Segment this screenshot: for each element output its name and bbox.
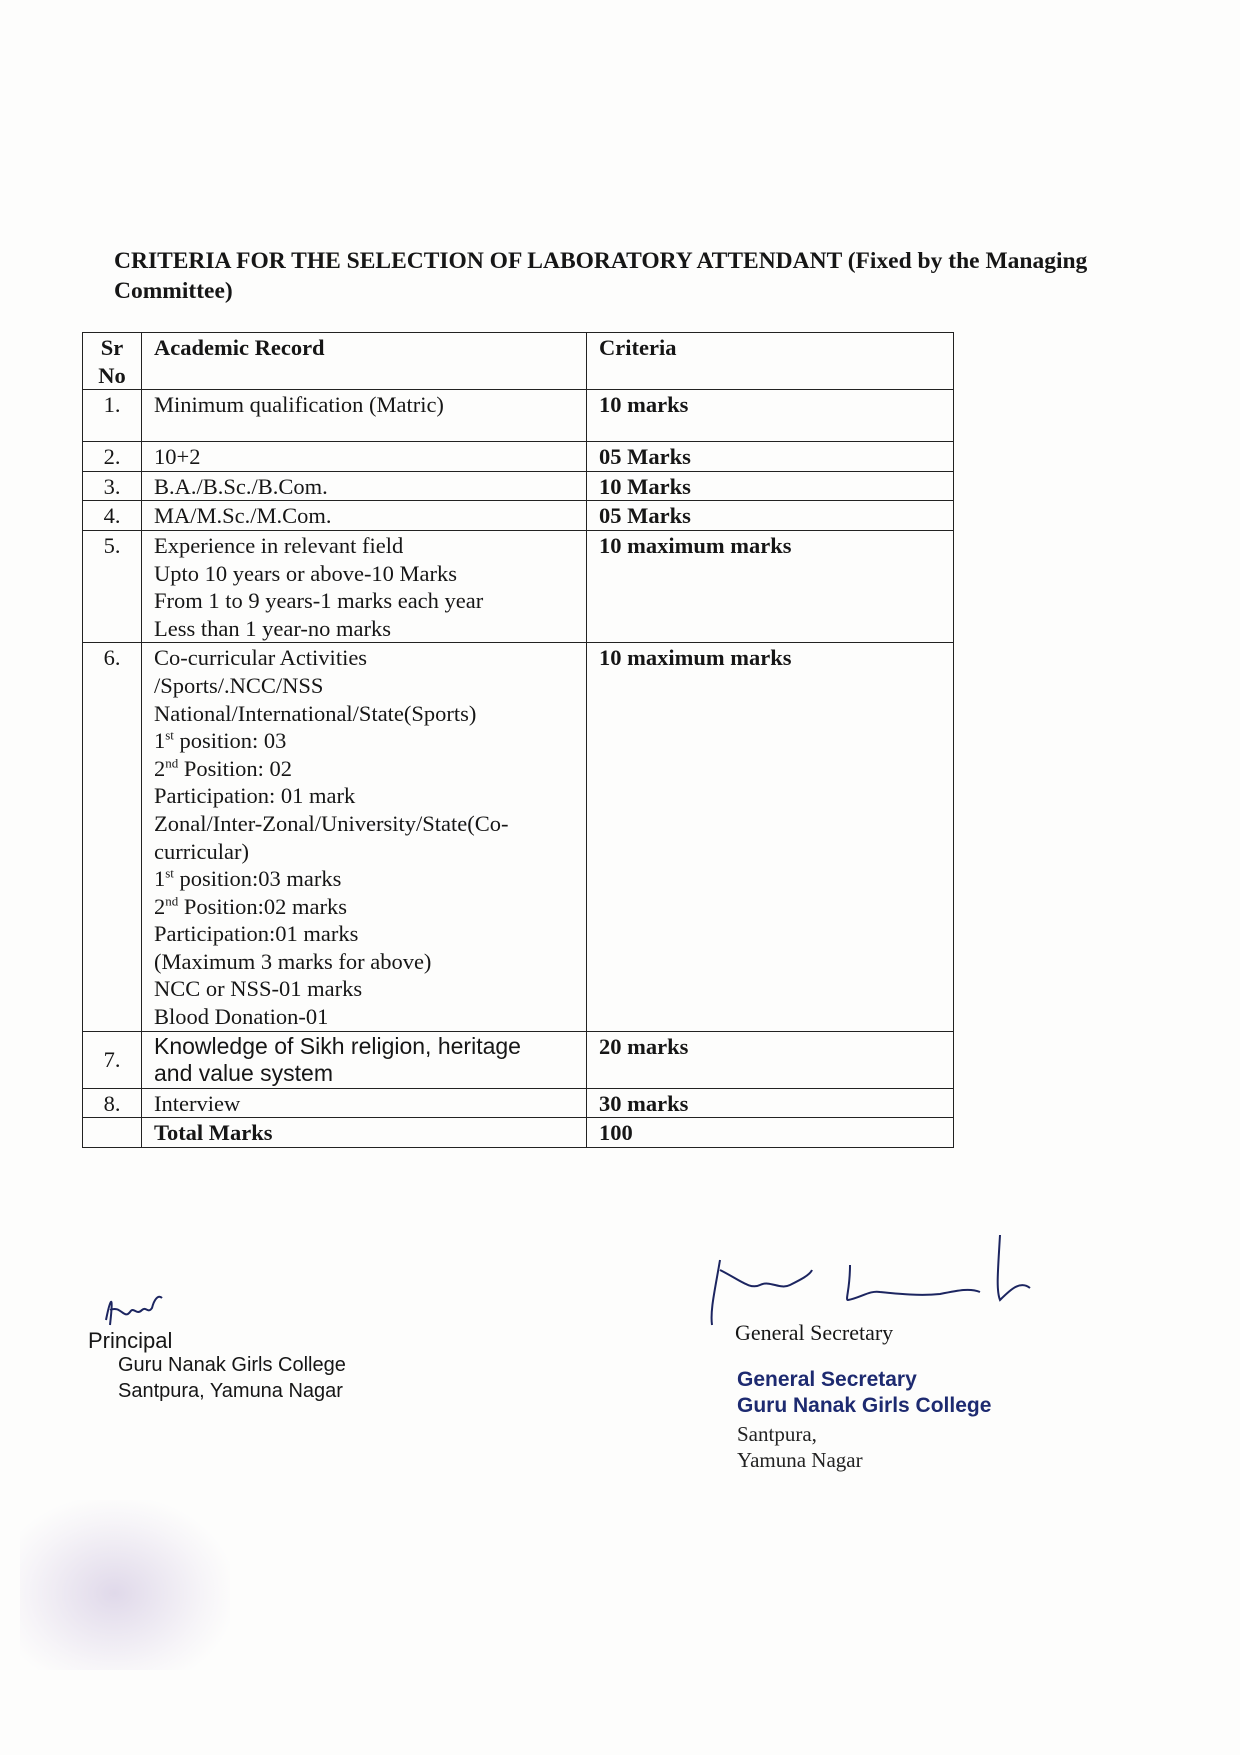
row-record (142, 530, 587, 642)
row-record (142, 1031, 587, 1088)
header-sr-no: Sr No (83, 333, 142, 390)
record-line: National/International/State(Sports) (154, 700, 477, 726)
record-line: Participation:01 marks (154, 921, 359, 947)
table-header-row (83, 333, 954, 390)
total-row (83, 1118, 954, 1148)
record-line: 1st position:03 marks (154, 865, 342, 892)
stamp-line: Guru Nanak Girls College (737, 1394, 992, 1417)
table-row (83, 471, 954, 501)
total-sr (83, 1118, 142, 1148)
ink-smudge (20, 1500, 230, 1670)
principal-place: Santpura, Yamuna Nagar (118, 1380, 343, 1402)
secretary-title: General Secretary (735, 1320, 894, 1345)
record-line: (Maximum 3 marks for above) (154, 948, 432, 974)
record-line: Experience in relevant field (154, 532, 404, 558)
row-record (142, 643, 587, 1031)
header-academic-record: Academic Record (142, 333, 587, 390)
document-title: CRITERIA FOR THE SELECTION OF LABORATORY ATTENDANT (Fixed by the Managing Committee) (114, 248, 1088, 304)
row-criteria: 05 Marks (587, 501, 954, 531)
table-row (83, 390, 954, 442)
record-line: Blood Donation-01 (154, 1004, 329, 1030)
record-line: Zonal/Inter-Zonal/University/State(Co- (154, 810, 509, 836)
total-label: Total Marks (142, 1118, 587, 1148)
row-record (142, 442, 587, 472)
record-line: Knowledge of Sikh religion, heritage (154, 1032, 521, 1059)
record-line: 1st position: 03 (154, 727, 287, 754)
row-sr: 7. (83, 1031, 142, 1088)
record-line: Interview (154, 1090, 241, 1116)
total-value: 100 (587, 1118, 954, 1148)
row-criteria: 10 maximum marks (587, 643, 954, 1031)
row-sr: 5. (83, 530, 142, 642)
table-row (83, 1088, 954, 1118)
row-sr: 4. (83, 501, 142, 531)
stamp-line: Santpura, (737, 1422, 817, 1446)
table-row (83, 643, 954, 1031)
stamp-line: General Secretary (737, 1368, 917, 1391)
table-row (83, 530, 954, 642)
row-sr: 6. (83, 643, 142, 1031)
row-sr: 8. (83, 1088, 142, 1118)
row-criteria: 10 Marks (587, 471, 954, 501)
record-line: curricular) (154, 838, 249, 864)
record-line: Less than 1 year-no marks (154, 615, 391, 641)
row-criteria: 05 Marks (587, 442, 954, 472)
principal-college: Guru Nanak Girls College (118, 1354, 346, 1376)
table-row (83, 501, 954, 531)
header-criteria: Criteria (587, 333, 954, 390)
stamp-line: Yamuna Nagar (737, 1448, 863, 1472)
criteria-table (82, 332, 954, 1148)
row-record (142, 1088, 587, 1118)
record-line: /Sports/.NCC/NSS (154, 672, 324, 698)
table-row (83, 1031, 954, 1088)
record-line: Participation: 01 mark (154, 783, 356, 809)
row-criteria: 30 marks (587, 1088, 954, 1118)
record-line: 2nd Position: 02 (154, 755, 293, 781)
row-sr: 1. (83, 390, 142, 442)
record-line: MA/M.Sc./M.Com. (154, 503, 332, 529)
principal-title: Principal (88, 1328, 173, 1353)
row-sr: 2. (83, 442, 142, 472)
row-criteria: 20 marks (587, 1031, 954, 1088)
row-record (142, 390, 587, 442)
row-criteria: 10 maximum marks (587, 530, 954, 642)
record-line: NCC or NSS-01 marks (154, 976, 363, 1002)
row-record (142, 471, 587, 501)
row-criteria: 10 marks (587, 390, 954, 442)
record-line: Minimum qualification (Matric) (154, 392, 444, 418)
record-line: B.A./B.Sc./B.Com. (154, 473, 328, 499)
row-record (142, 501, 587, 531)
record-line: 10+2 (154, 444, 201, 470)
record-line: Upto 10 years or above-10 Marks (154, 560, 458, 586)
record-line: Co-curricular Activities (154, 645, 368, 671)
record-line: and value system (154, 1060, 333, 1087)
record-line: 2nd Position:02 marks (154, 893, 348, 919)
row-sr: 3. (83, 471, 142, 501)
table-row (83, 442, 954, 472)
record-line: From 1 to 9 years-1 marks each year (154, 588, 484, 614)
